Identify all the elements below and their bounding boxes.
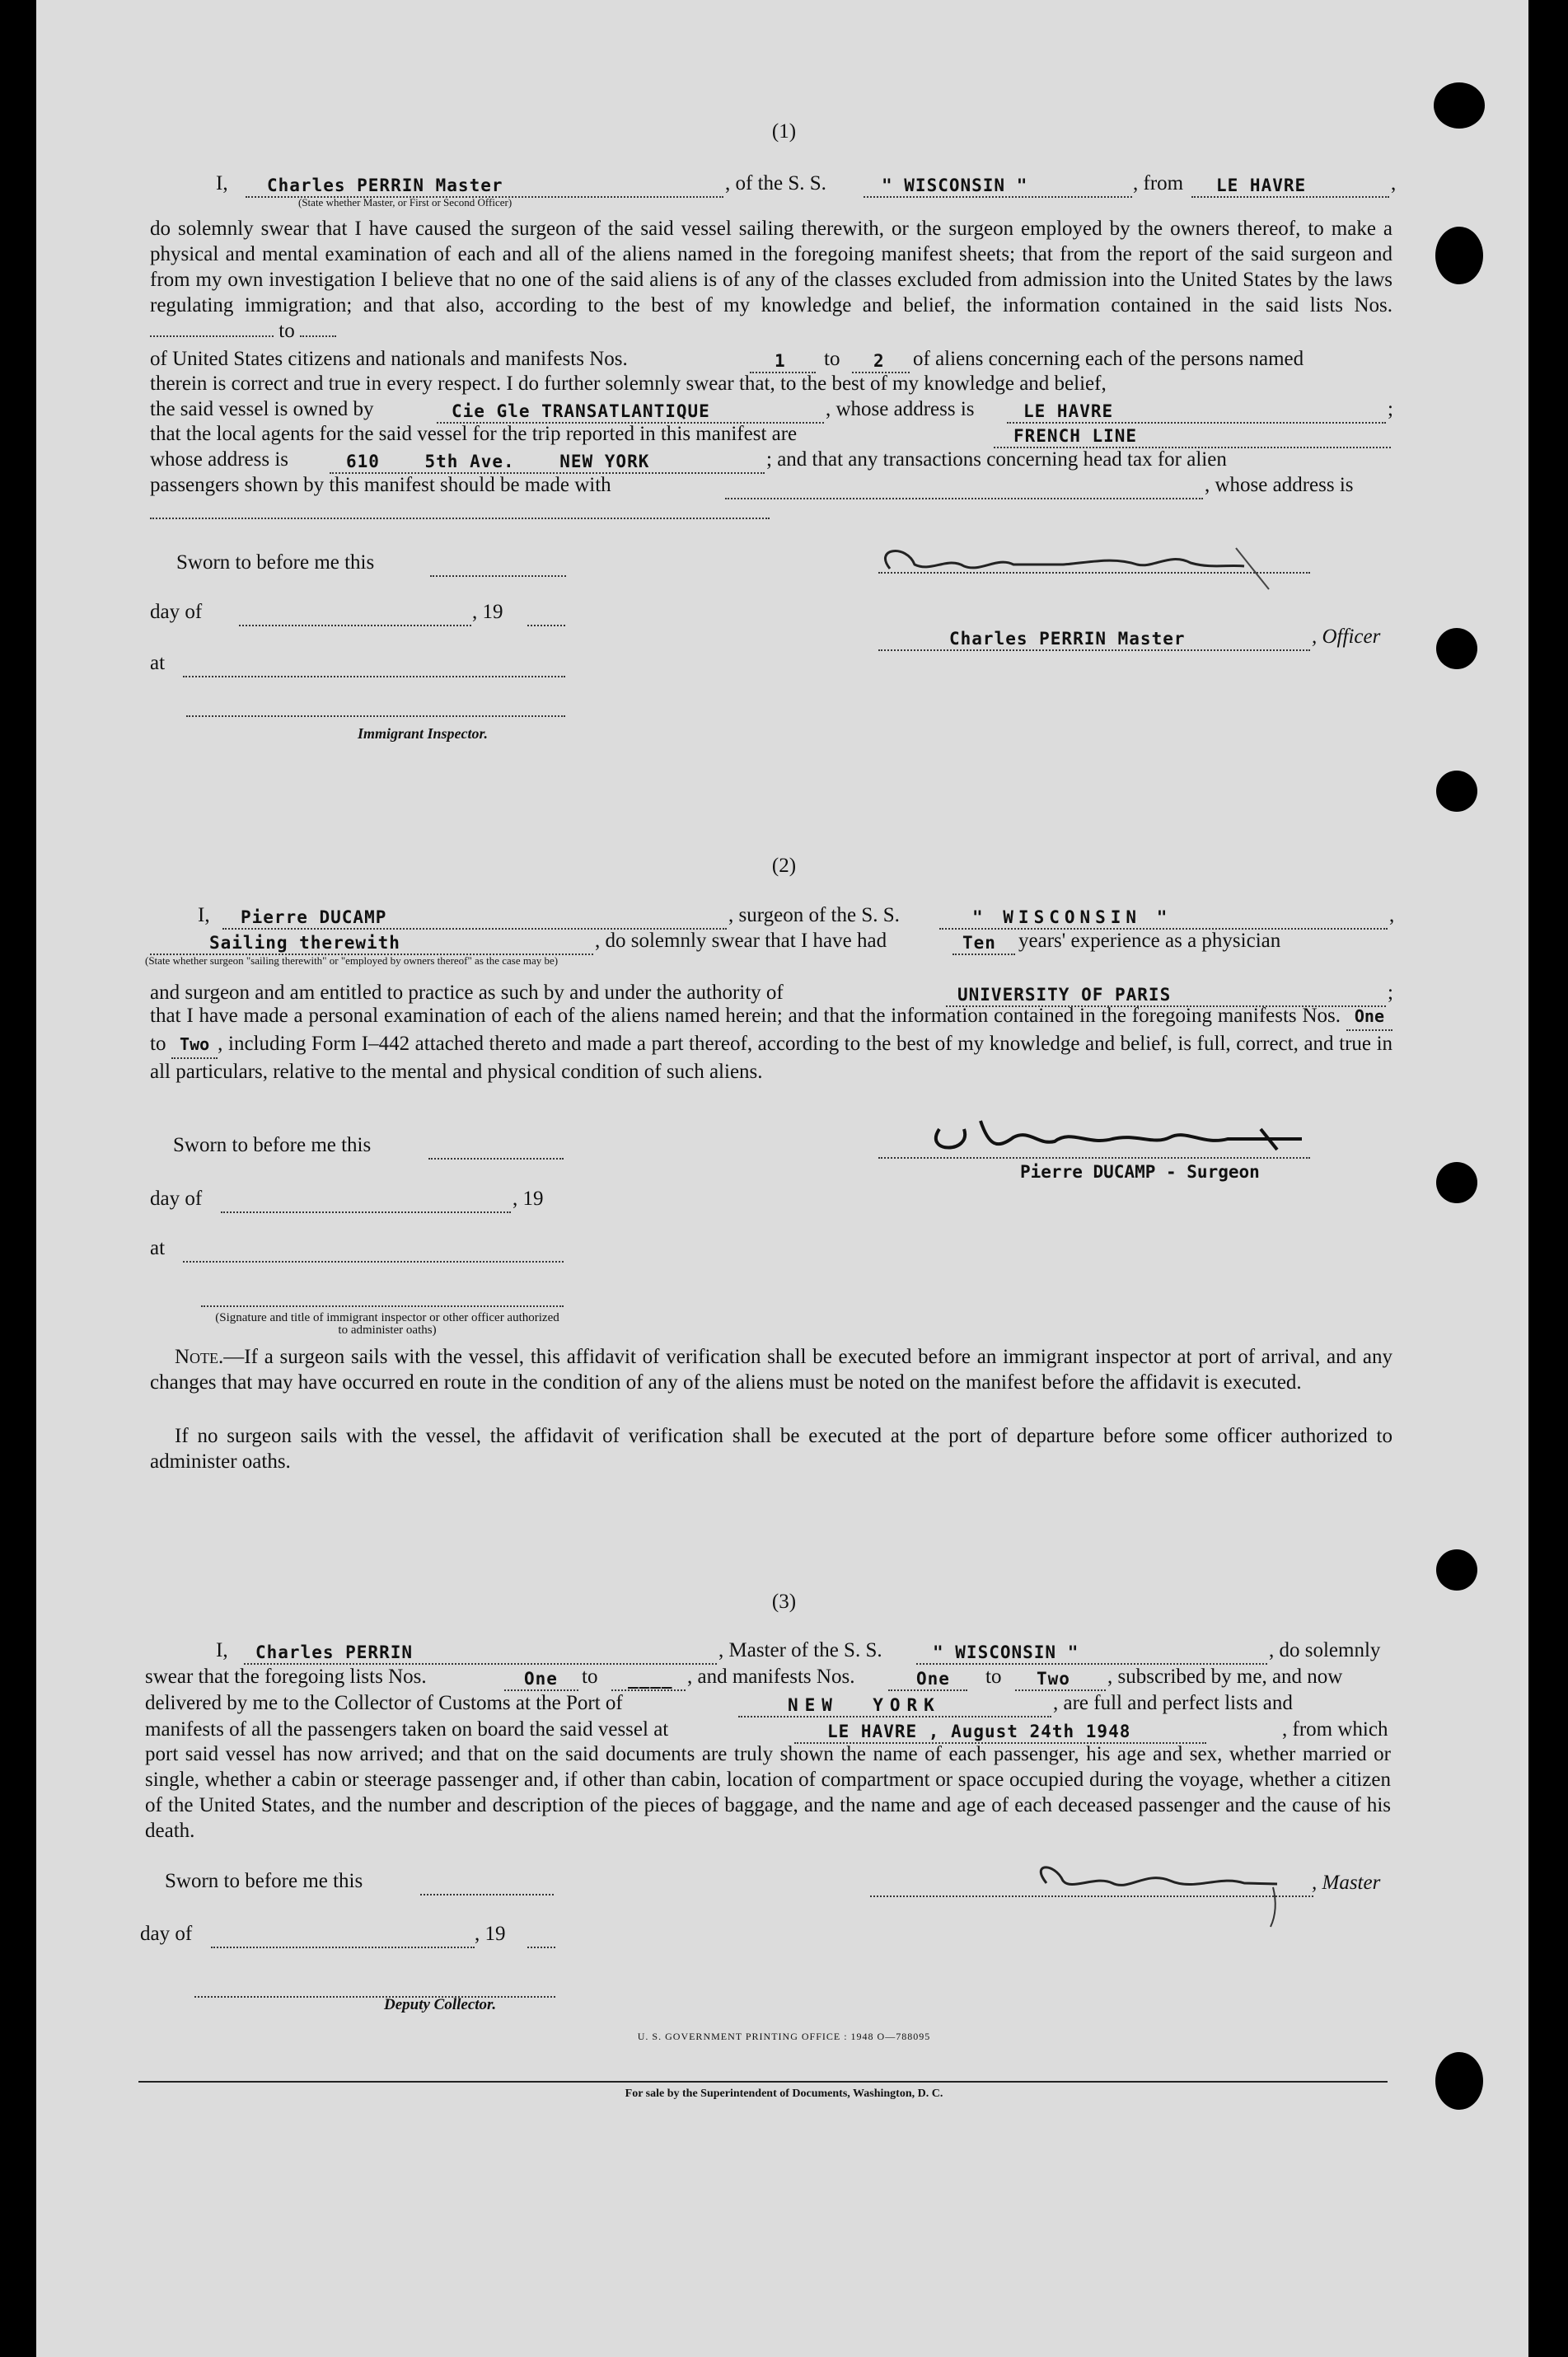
s2-inspector-caption: (Signature and title of immigrant inspector or other officer authorized to administer oaths)	[215, 1311, 559, 1337]
agent-address-field: 610 5th Ave. NEW YORK	[330, 449, 765, 474]
binder-hole	[1435, 2052, 1483, 2110]
section-1-heading: (1)	[771, 120, 797, 143]
agents-field: FRENCH LINE	[994, 424, 1391, 448]
immigrant-inspector-caption: Immigrant Inspector.	[358, 725, 489, 742]
footer-sale-notice: For sale by the Superintendent of Documents, Washington, D. C.	[625, 2088, 943, 2100]
s3-vessel-field: " WISCONSIN "	[916, 1640, 1267, 1665]
binder-hole	[1436, 1549, 1477, 1591]
owner-address-field: LE HAVRE	[1007, 399, 1386, 424]
s3-oath-text: port said vessel has now arrived; and that on the said documents are truly shown the name of each passenger, his age and sex, whether married or single, whether a cabin or steerage passenger and, if other than cabin, location of compartment or space occupied during the voyage, whether a citizen of the United States, and the number and description of the pieces of baggage, and the name and age of each deceased passenger and the cause of his death.	[145, 1743, 1391, 1842]
section-2-heading: (2)	[771, 855, 797, 877]
s1-oath-text: do solemnly swear that I have caused the surgeon of the said vessel sailing therewith, or the surgeon employed by the owners thereof, to make a physical and mental examination of each and all of the aliens named in the foregoing manifest sheets; that from the report of the said surgeon and from my own investigation I believe that no one of the said aliens is of any of the classes excluded from admission into the United States by the laws regulating immigration; and that also, according to the best of my knowledge and belief, the information contained in the said lists Nos. to	[150, 218, 1392, 342]
s2-oath-text: that I have made a personal examination of each of the aliens named herein; and that the information contained in the foregoing manifests Nos. One to Two , including Form I–442 attached thereto and made a part thereof, according to the best of my knowledge and belief, is full, correct, and true in all particulars, relative to the mental and physical condition of such aliens.	[150, 1005, 1393, 1083]
footer-rule	[138, 2081, 1388, 2083]
note-paragraph: Note.—If a surgeon sails with the vessel, this affidavit of verification shall be executed before an immigrant inspector at port of arrival, and any changes that may have occurred en route in the condition of any of the aliens must be noted on the manifest before the affidavit is executed.	[150, 1346, 1392, 1394]
s2-surgeon-signature-line	[878, 1136, 1310, 1159]
s3-master-signature	[948, 1846, 1310, 1928]
departure-date-field: LE HAVRE , August 24th 1948	[794, 1719, 1206, 1744]
binder-hole	[1436, 771, 1477, 812]
vessel-name-field: " WISCONSIN "	[864, 173, 1132, 198]
binder-hole	[1435, 227, 1483, 284]
deputy-collector-caption: Deputy Collector.	[384, 1996, 497, 2013]
binder-hole	[1436, 1162, 1477, 1203]
arrival-port-field: NEW YORK	[738, 1693, 1051, 1717]
master-name-field: Charles PERRIN Master	[246, 173, 723, 198]
section-3-heading: (3)	[771, 1591, 797, 1613]
s2-vessel-field: " WISCONSIN "	[939, 905, 1388, 930]
s3-name-field: Charles PERRIN	[244, 1640, 717, 1665]
s2-caption: (State whether surgeon "sailing therewith" or "employed by owners thereof" as the case may be)	[145, 954, 559, 967]
binder-hole	[1436, 628, 1477, 669]
master-caption: (State whether Master, or First or Second Officer)	[298, 196, 513, 209]
departure-port-field: LE HAVRE	[1191, 173, 1389, 198]
surgeon-name-field: Pierre DUCAMP	[222, 905, 727, 930]
s1-officer-signature	[824, 532, 1335, 597]
note-paragraph-2: If no surgeon sails with the vessel, the affidavit of verification shall be executed at the port of departure before some officer authorized to administer oaths.	[150, 1425, 1392, 1473]
surgeon-signer-name: Pierre DUCAMP - Surgeon	[1020, 1162, 1260, 1182]
authority-field: UNIVERSITY OF PARIS	[946, 982, 1386, 1007]
owner-field: Cie Gle TRANSATLANTIQUE	[437, 399, 824, 424]
printing-office-imprint: U. S. GOVERNMENT PRINTING OFFICE : 1948 O—788095	[637, 2031, 931, 2042]
